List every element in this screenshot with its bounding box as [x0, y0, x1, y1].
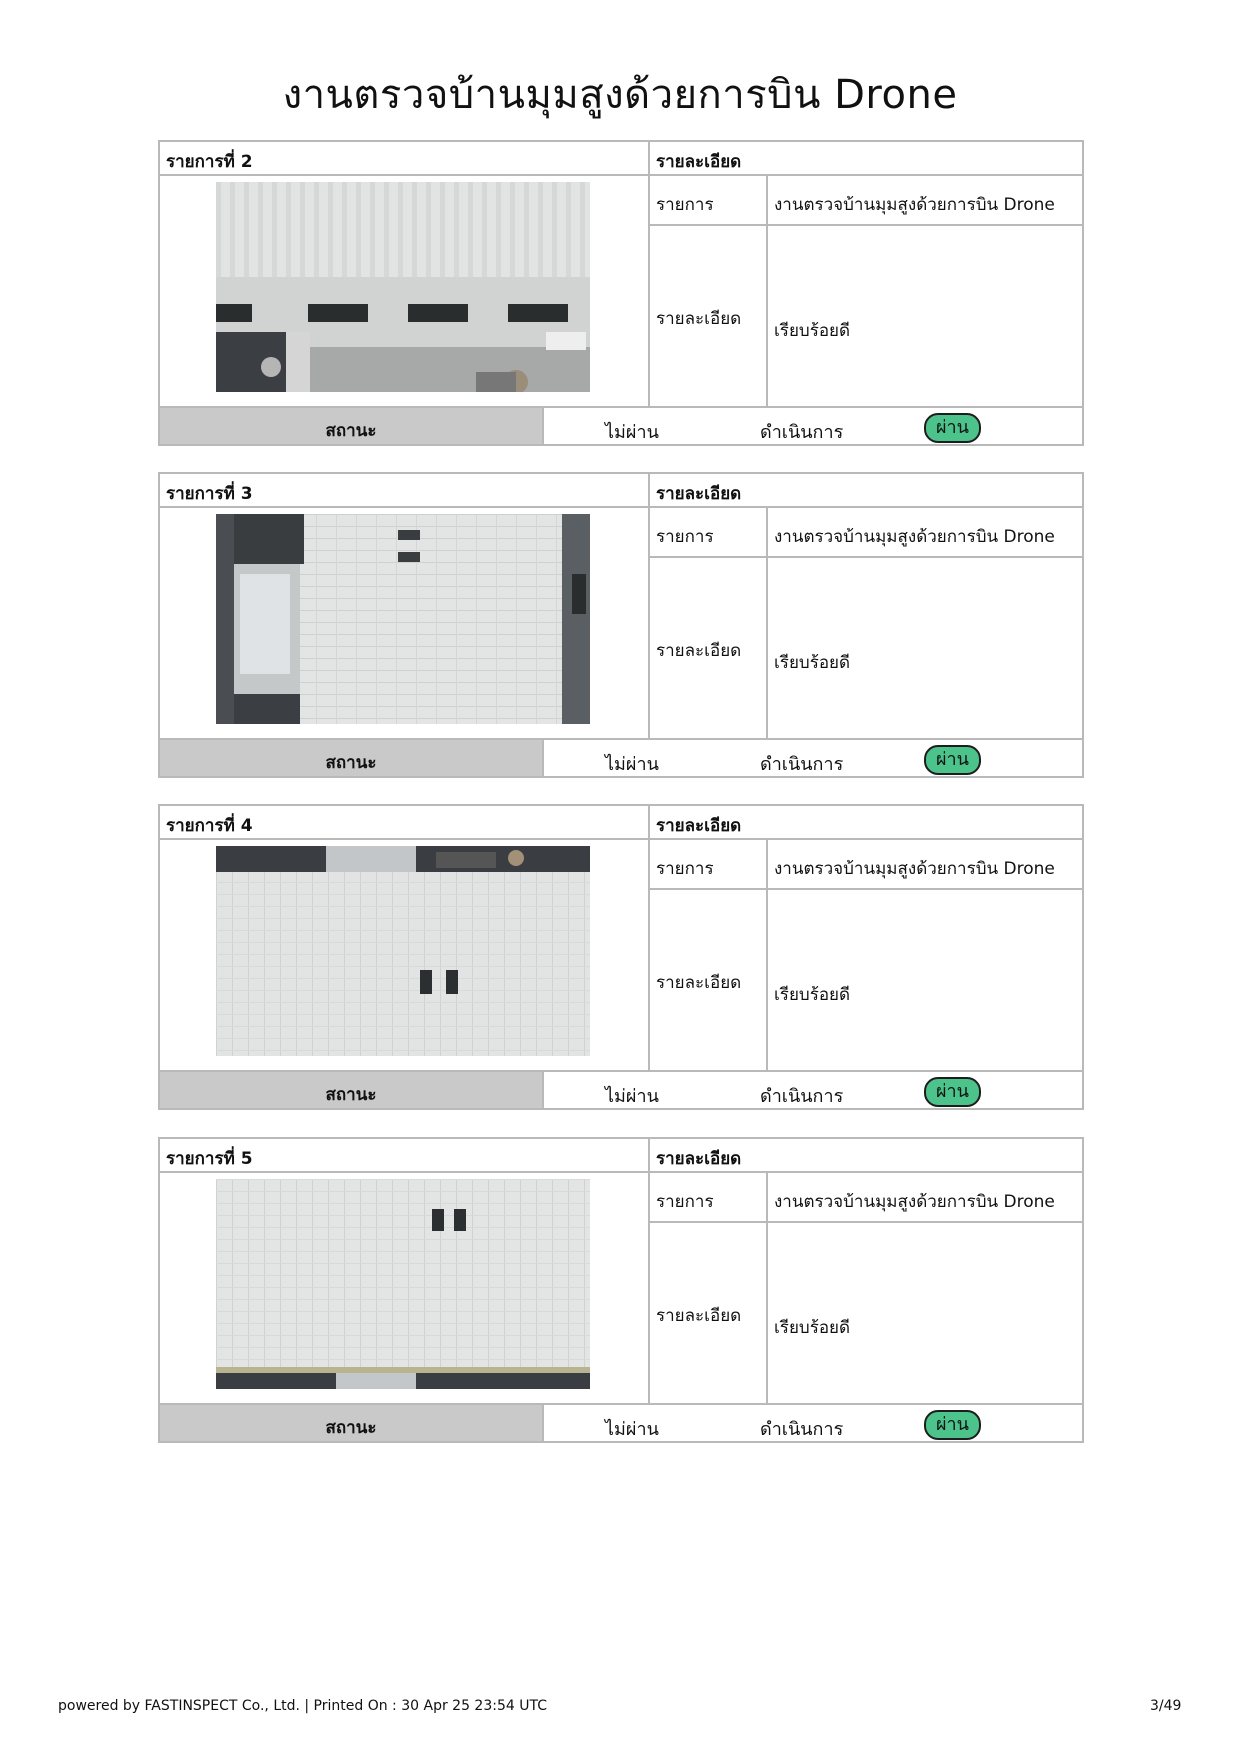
- page-title: งานตรวจบ้านมุมสูงด้วยการบิน Drone: [282, 72, 958, 118]
- photo-cell: [160, 508, 650, 738]
- detail-header: รายละเอียด: [650, 1139, 1082, 1173]
- detail-label: รายละเอียด: [650, 890, 768, 1070]
- page-number: 3/49: [1150, 1698, 1182, 1714]
- photo-cell: [160, 840, 650, 1070]
- detail-header: รายละเอียด: [650, 806, 1082, 840]
- status-option-pass[interactable]: ผ่าน: [924, 413, 981, 443]
- status-option-pass[interactable]: ผ่าน: [924, 745, 981, 775]
- detail-label: รายละเอียด: [650, 226, 768, 406]
- detail-value: เรียบร้อยดี: [774, 985, 851, 1005]
- photo-cell: [160, 176, 650, 406]
- footer-printed-info: powered by FASTINSPECT Co., Ltd. | Printed On : 30 Apr 25 23:54 UTC: [58, 1698, 547, 1714]
- item-value: งานตรวจบ้านมุมสูงด้วยการบิน Drone: [768, 508, 1082, 558]
- item-label: รายการ: [650, 508, 768, 558]
- inspection-card: [158, 1137, 1084, 1443]
- drone-photo[interactable]: [216, 514, 590, 724]
- status-label: สถานะ: [160, 1403, 544, 1441]
- drone-photo[interactable]: [216, 846, 590, 1056]
- detail-header: รายละเอียด: [650, 142, 1082, 176]
- status-option-in-progress[interactable]: ดำเนินการ: [760, 754, 844, 775]
- status-option-fail[interactable]: ไม่ผ่าน: [605, 1419, 659, 1440]
- status-options: [544, 738, 1082, 776]
- status-option-in-progress[interactable]: ดำเนินการ: [760, 1419, 844, 1440]
- detail-header: รายละเอียด: [650, 474, 1082, 508]
- status-option-pass[interactable]: ผ่าน: [924, 1077, 981, 1107]
- detail-value: เรียบร้อยดี: [774, 321, 851, 341]
- detail-label: รายละเอียด: [650, 558, 768, 738]
- status-options: [544, 1403, 1082, 1441]
- inspection-card: [158, 140, 1084, 446]
- inspection-card: [158, 804, 1084, 1110]
- item-header: รายการที่ 3: [160, 474, 650, 508]
- status-option-in-progress[interactable]: ดำเนินการ: [760, 422, 844, 443]
- item-label: รายการ: [650, 176, 768, 226]
- status-option-pass[interactable]: ผ่าน: [924, 1410, 981, 1440]
- detail-value: เรียบร้อยดี: [774, 653, 851, 673]
- photo-cell: [160, 1173, 650, 1403]
- status-label: สถานะ: [160, 738, 544, 776]
- item-value: งานตรวจบ้านมุมสูงด้วยการบิน Drone: [768, 840, 1082, 890]
- status-option-fail[interactable]: ไม่ผ่าน: [605, 754, 659, 775]
- status-option-in-progress[interactable]: ดำเนินการ: [760, 1086, 844, 1107]
- drone-photo[interactable]: [216, 182, 590, 392]
- item-label: รายการ: [650, 840, 768, 890]
- status-options: [544, 406, 1082, 444]
- drone-photo[interactable]: [216, 1179, 590, 1389]
- item-value: งานตรวจบ้านมุมสูงด้วยการบิน Drone: [768, 176, 1082, 226]
- inspection-card: [158, 472, 1084, 778]
- item-label: รายการ: [650, 1173, 768, 1223]
- item-value: งานตรวจบ้านมุมสูงด้วยการบิน Drone: [768, 1173, 1082, 1223]
- status-option-fail[interactable]: ไม่ผ่าน: [605, 422, 659, 443]
- item-header: รายการที่ 4: [160, 806, 650, 840]
- item-header: รายการที่ 5: [160, 1139, 650, 1173]
- detail-value: เรียบร้อยดี: [774, 1318, 851, 1338]
- status-label: สถานะ: [160, 1070, 544, 1108]
- status-options: [544, 1070, 1082, 1108]
- item-header: รายการที่ 2: [160, 142, 650, 176]
- status-option-fail[interactable]: ไม่ผ่าน: [605, 1086, 659, 1107]
- detail-label: รายละเอียด: [650, 1223, 768, 1403]
- status-label: สถานะ: [160, 406, 544, 444]
